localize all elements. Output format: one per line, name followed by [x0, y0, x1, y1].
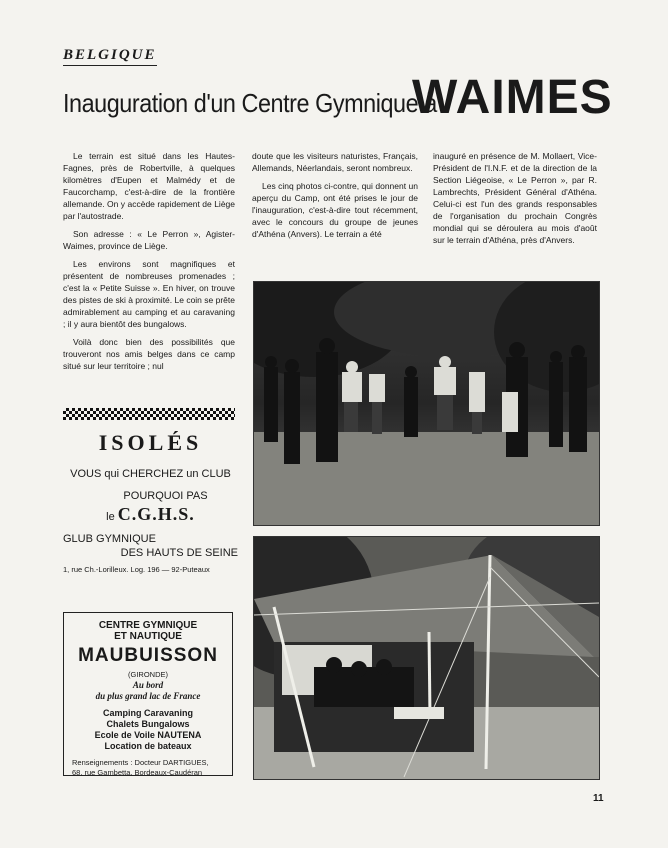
- advert-offer: Location de bateaux: [104, 741, 192, 751]
- advert-contact-line: 68, rue Gambetta, Bordeaux-Caudéran: [72, 768, 203, 777]
- article-paragraph: doute que les visiteurs naturistes, Français, Allemands, Néerlandais, seront nombreux.: [252, 151, 418, 173]
- advert-offer: Camping Caravaning: [102, 708, 194, 718]
- advert-line: [63, 504, 238, 525]
- advert-line: ET NAUTIQUE: [114, 631, 182, 642]
- advert-title: ISOLÉS: [98, 430, 203, 455]
- photo-group-gathering-image: [254, 282, 599, 525]
- section-label: BELGIQUE: [63, 47, 157, 66]
- advert-tagline: Au bord: [132, 680, 164, 690]
- article-column-2: [252, 150, 418, 246]
- page-number: 11: [593, 793, 604, 804]
- advert-address: 1, rue Ch.-Lorilleux. Log. 196 — 92-Puteaux: [63, 565, 210, 574]
- photo-group-gathering: [253, 281, 600, 526]
- photo-tent-shelter-image: [254, 537, 599, 779]
- article-paragraph: inauguré en présence de M. Mollaert, Vice-Président de l'I.N.F. et de la direction de la Section Liégeoise, « Le Perron », par R. Lambrechts, Président Général d'Athéna. Celui-ci est l'un des grands responsables de l'organisation du prochain Congrès mondial qui se déroulera au mois d'août sur le terrain d'Athéna, près d'Anvers.: [433, 151, 597, 245]
- club-acronym: C.G.H.S.: [117, 504, 195, 524]
- advert-line: VOUS qui CHERCHEZ un CLUB: [70, 468, 231, 480]
- advert-offer: Chalets Bungalows: [106, 719, 190, 729]
- advert-offer: Ecole de Voile NAUTENA: [94, 730, 202, 740]
- checkered-divider: [63, 408, 235, 420]
- photo-tent-shelter: [253, 536, 600, 780]
- article-paragraph: Les environs sont magnifiques et présentent de nombreuses promenades ; c'est la « Petite Suisse ». En hiver, on trouve des pistes de ski à proximité. Le coin se prête admirablement au camping et au caravaning ; il y aura bientôt des bungalows.: [63, 259, 235, 329]
- advert-line: GLUB GYMNIQUE: [63, 533, 156, 545]
- headline-place-name: WAIMES: [412, 71, 613, 124]
- advert-maubuisson: [63, 612, 233, 776]
- advert-prefix: le: [106, 511, 115, 523]
- advert-line: DES HAUTS DE SEINE: [120, 547, 238, 559]
- article-column-3: [433, 150, 597, 252]
- article-column-1: [63, 150, 235, 378]
- article-paragraph: Voilà donc bien des possibilités que trouveront nos amis belges dans ce camp situé sur leur territoire ; nul: [63, 337, 235, 371]
- article-paragraph: Les cinq photos ci-contre, qui donnent un aperçu du Camp, ont été prises le jour de l'inauguration, c'est-à-dire tout récemment, avec le concours du groupe de jeunes d'Athéna (Anvers). Le terrain a été: [252, 181, 418, 239]
- advert-contact-line: Renseignements : Docteur DARTIGUES,: [72, 758, 209, 767]
- advert-line: CENTRE GYMNIQUE: [98, 620, 198, 631]
- advert-line: POURQUOI PAS: [123, 490, 208, 502]
- advert-contact: [64, 758, 232, 778]
- article-paragraph: Le terrain est situé dans les Hautes-Fagnes, près de Robertville, à quelques kilomètres d'Eupen et Malmédy et de Faucorchamp, c'est-à-dire de la frontière allemande. On y accède rapidement de Liège par l'autostrade.: [63, 151, 235, 221]
- advert-region: (GIRONDE): [128, 670, 168, 679]
- article-paragraph: Son adresse : « Le Perron », Agister-Waimes, province de Liège.: [63, 229, 235, 251]
- headline-text: Inauguration d'un Centre Gymnique à: [63, 88, 437, 118]
- advert-tagline: du plus grand lac de France: [95, 691, 201, 701]
- advert-name: MAUBUISSON: [78, 645, 218, 666]
- advert-isoles: [63, 430, 238, 574]
